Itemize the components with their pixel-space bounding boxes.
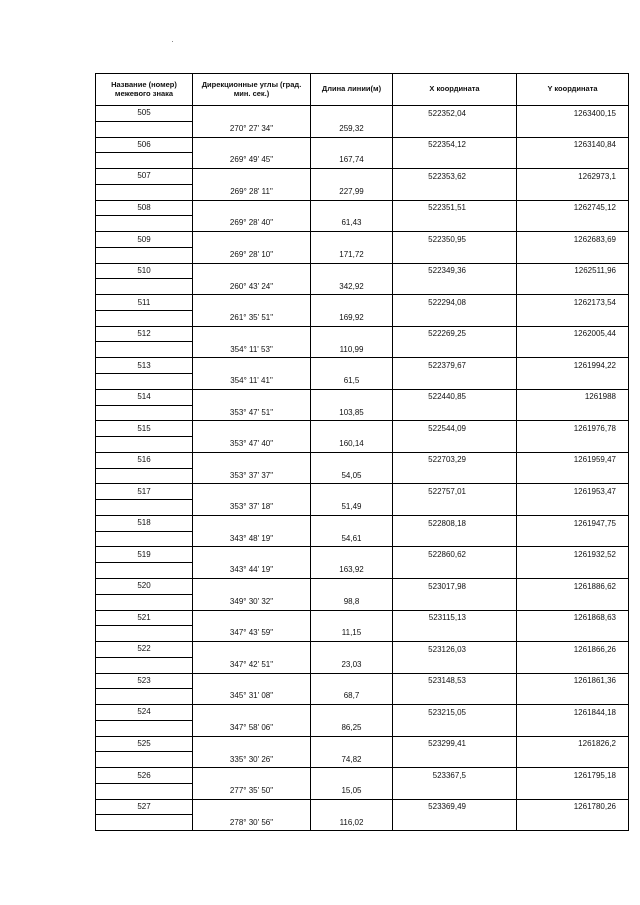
empty-cell [311, 452, 393, 468]
segment-angle: 347° 58' 06" [193, 720, 311, 736]
segment-angle: 345° 31' 08" [193, 689, 311, 705]
boundary-coordinates-table [95, 73, 629, 831]
point-y: 1261861,36 [517, 673, 629, 689]
empty-cell [393, 563, 517, 579]
empty-cell [96, 153, 193, 169]
point-name: 513 [96, 358, 193, 374]
segment-length: 259,32 [311, 121, 393, 137]
table-row [96, 358, 629, 374]
segment-angle: 260° 43' 24" [193, 279, 311, 295]
empty-cell [193, 200, 311, 216]
empty-cell [311, 705, 393, 721]
point-name: 512 [96, 326, 193, 342]
point-x: 522808,18 [393, 515, 517, 531]
point-y: 1261780,26 [517, 799, 629, 815]
empty-cell [393, 815, 517, 831]
empty-cell [96, 531, 193, 547]
point-y: 1261844,18 [517, 705, 629, 721]
point-name: 505 [96, 106, 193, 122]
empty-cell [96, 437, 193, 453]
point-name: 514 [96, 389, 193, 405]
point-y: 1261866,26 [517, 642, 629, 658]
segment-angle: 261° 35' 51" [193, 310, 311, 326]
empty-cell [517, 783, 629, 799]
empty-cell [193, 452, 311, 468]
segment-length: 116,02 [311, 815, 393, 831]
point-y: 1261795,18 [517, 768, 629, 784]
empty-cell [517, 153, 629, 169]
empty-cell [517, 720, 629, 736]
empty-cell [96, 752, 193, 768]
point-y: 1262005,44 [517, 326, 629, 342]
point-x: 523369,49 [393, 799, 517, 815]
point-x: 523299,41 [393, 736, 517, 752]
segment-angle: 353° 37' 18" [193, 500, 311, 516]
segment-angle: 347° 42' 51" [193, 657, 311, 673]
empty-cell [517, 468, 629, 484]
table-row [96, 121, 629, 137]
empty-cell [393, 783, 517, 799]
table-row [96, 736, 629, 752]
empty-cell [96, 184, 193, 200]
empty-cell [393, 216, 517, 232]
point-x: 522269,25 [393, 326, 517, 342]
segment-angle: 343° 48' 19" [193, 531, 311, 547]
header-angle: Дирекционные углы (град. мин. сек.) [193, 74, 311, 106]
point-name: 522 [96, 642, 193, 658]
table-row [96, 389, 629, 405]
empty-cell [517, 626, 629, 642]
point-x: 522440,85 [393, 389, 517, 405]
point-x: 522353,62 [393, 169, 517, 185]
empty-cell [393, 468, 517, 484]
point-name: 516 [96, 452, 193, 468]
empty-cell [311, 736, 393, 752]
table-row [96, 326, 629, 342]
empty-cell [517, 689, 629, 705]
point-x: 522544,09 [393, 421, 517, 437]
empty-cell [311, 799, 393, 815]
point-name: 508 [96, 200, 193, 216]
point-name: 511 [96, 295, 193, 311]
empty-cell [393, 279, 517, 295]
empty-cell [311, 263, 393, 279]
table-row [96, 263, 629, 279]
table-row [96, 815, 629, 831]
table-row [96, 500, 629, 516]
segment-length: 163,92 [311, 563, 393, 579]
segment-length: 74,82 [311, 752, 393, 768]
point-x: 522350,95 [393, 232, 517, 248]
table-row [96, 531, 629, 547]
empty-cell [393, 342, 517, 358]
table-row [96, 106, 629, 122]
empty-cell [393, 310, 517, 326]
empty-cell [393, 689, 517, 705]
empty-cell [311, 295, 393, 311]
segment-angle: 278° 30' 56" [193, 815, 311, 831]
point-x: 522352,04 [393, 106, 517, 122]
table-row [96, 563, 629, 579]
empty-cell [96, 247, 193, 263]
table-row [96, 468, 629, 484]
table-row [96, 279, 629, 295]
empty-cell [193, 263, 311, 279]
empty-cell [311, 642, 393, 658]
point-x: 523017,98 [393, 578, 517, 594]
header-name: Название (номер) межевого знака [96, 74, 193, 106]
empty-cell [311, 547, 393, 563]
table-row [96, 594, 629, 610]
empty-cell [193, 389, 311, 405]
empty-cell [96, 310, 193, 326]
point-y: 1262173,54 [517, 295, 629, 311]
segment-length: 51,49 [311, 500, 393, 516]
table-row [96, 547, 629, 563]
segment-angle: 269° 49' 45" [193, 153, 311, 169]
empty-cell [96, 216, 193, 232]
segment-length: 54,61 [311, 531, 393, 547]
table-row [96, 374, 629, 390]
point-y: 1261826,2 [517, 736, 629, 752]
empty-cell [193, 736, 311, 752]
empty-cell [393, 374, 517, 390]
empty-cell [193, 673, 311, 689]
empty-cell [96, 405, 193, 421]
segment-length: 15,05 [311, 783, 393, 799]
empty-cell [311, 389, 393, 405]
empty-cell [193, 232, 311, 248]
empty-cell [193, 515, 311, 531]
table-row [96, 689, 629, 705]
empty-cell [517, 752, 629, 768]
table-row [96, 421, 629, 437]
point-y: 1261932,52 [517, 547, 629, 563]
empty-cell [96, 594, 193, 610]
empty-cell [96, 279, 193, 295]
empty-cell [96, 374, 193, 390]
point-name: 509 [96, 232, 193, 248]
empty-cell [393, 657, 517, 673]
point-y: 1263400,15 [517, 106, 629, 122]
empty-cell [517, 184, 629, 200]
segment-angle: 349° 30' 32" [193, 594, 311, 610]
point-name: 518 [96, 515, 193, 531]
table-row [96, 216, 629, 232]
empty-cell [393, 184, 517, 200]
empty-cell [311, 578, 393, 594]
table-row [96, 752, 629, 768]
table-row [96, 153, 629, 169]
point-y: 1261959,47 [517, 452, 629, 468]
point-y: 1261994,22 [517, 358, 629, 374]
table-row [96, 515, 629, 531]
point-x: 522294,08 [393, 295, 517, 311]
segment-length: 98,8 [311, 594, 393, 610]
table-row [96, 578, 629, 594]
point-x: 523148,53 [393, 673, 517, 689]
empty-cell [517, 815, 629, 831]
segment-angle: 277° 35' 50" [193, 783, 311, 799]
segment-length: 342,92 [311, 279, 393, 295]
point-name: 520 [96, 578, 193, 594]
segment-length: 86,25 [311, 720, 393, 736]
segment-angle: 347° 43' 59" [193, 626, 311, 642]
empty-cell [517, 342, 629, 358]
point-y: 1261886,62 [517, 578, 629, 594]
empty-cell [311, 768, 393, 784]
point-y: 1261947,75 [517, 515, 629, 531]
segment-length: 227,99 [311, 184, 393, 200]
point-y: 1262683,69 [517, 232, 629, 248]
empty-cell [311, 326, 393, 342]
empty-cell [96, 815, 193, 831]
empty-cell [96, 121, 193, 137]
table-row [96, 705, 629, 721]
empty-cell [311, 515, 393, 531]
table-row [96, 405, 629, 421]
table-row [96, 783, 629, 799]
empty-cell [517, 657, 629, 673]
empty-cell [517, 594, 629, 610]
segment-angle: 353° 47' 40" [193, 437, 311, 453]
segment-angle: 353° 37' 37" [193, 468, 311, 484]
empty-cell [393, 531, 517, 547]
scan-speck [172, 41, 173, 42]
empty-cell [96, 563, 193, 579]
segment-length: 68,7 [311, 689, 393, 705]
point-x: 523215,05 [393, 705, 517, 721]
segment-length: 61,43 [311, 216, 393, 232]
empty-cell [393, 752, 517, 768]
point-x: 522351,51 [393, 200, 517, 216]
segment-angle: 354° 11' 41" [193, 374, 311, 390]
segment-angle: 270° 27' 34" [193, 121, 311, 137]
empty-cell [517, 121, 629, 137]
table-row [96, 310, 629, 326]
empty-cell [193, 799, 311, 815]
segment-length: 103,85 [311, 405, 393, 421]
segment-length: 167,74 [311, 153, 393, 169]
empty-cell [96, 468, 193, 484]
point-name: 515 [96, 421, 193, 437]
header-length: Длина линии(м) [311, 74, 393, 106]
empty-cell [96, 720, 193, 736]
point-x: 522379,67 [393, 358, 517, 374]
segment-angle: 353° 47' 51" [193, 405, 311, 421]
empty-cell [393, 500, 517, 516]
segment-length: 11,15 [311, 626, 393, 642]
table-body [96, 106, 629, 831]
table-row [96, 342, 629, 358]
empty-cell [311, 484, 393, 500]
point-y: 1263140,84 [517, 137, 629, 153]
table-row [96, 169, 629, 185]
empty-cell [311, 232, 393, 248]
empty-cell [517, 310, 629, 326]
table-row [96, 437, 629, 453]
empty-cell [193, 642, 311, 658]
empty-cell [96, 783, 193, 799]
point-y: 1261988 [517, 389, 629, 405]
empty-cell [311, 610, 393, 626]
segment-angle: 354° 11' 53" [193, 342, 311, 358]
empty-cell [517, 247, 629, 263]
point-name: 524 [96, 705, 193, 721]
segment-angle: 269° 28' 11" [193, 184, 311, 200]
segment-angle: 269° 28' 40" [193, 216, 311, 232]
segment-length: 23,03 [311, 657, 393, 673]
point-name: 517 [96, 484, 193, 500]
empty-cell [393, 594, 517, 610]
empty-cell [393, 153, 517, 169]
empty-cell [393, 405, 517, 421]
table-row [96, 232, 629, 248]
empty-cell [393, 720, 517, 736]
empty-cell [96, 500, 193, 516]
empty-cell [517, 531, 629, 547]
point-x: 522354,12 [393, 137, 517, 153]
empty-cell [193, 326, 311, 342]
empty-cell [311, 106, 393, 122]
empty-cell [193, 358, 311, 374]
segment-length: 54,05 [311, 468, 393, 484]
empty-cell [96, 689, 193, 705]
table-row [96, 768, 629, 784]
table-row [96, 184, 629, 200]
point-y: 1262511,96 [517, 263, 629, 279]
point-x: 523367,5 [393, 768, 517, 784]
empty-cell [193, 137, 311, 153]
header-row [96, 74, 629, 106]
segment-length: 110,99 [311, 342, 393, 358]
point-y: 1262745,12 [517, 200, 629, 216]
point-name: 521 [96, 610, 193, 626]
empty-cell [96, 626, 193, 642]
empty-cell [517, 279, 629, 295]
point-x: 522860,62 [393, 547, 517, 563]
empty-cell [193, 578, 311, 594]
segment-length: 160,14 [311, 437, 393, 453]
segment-angle: 269° 28' 10" [193, 247, 311, 263]
table-row [96, 799, 629, 815]
empty-cell [96, 342, 193, 358]
empty-cell [193, 295, 311, 311]
empty-cell [393, 437, 517, 453]
point-y: 1261868,63 [517, 610, 629, 626]
segment-angle: 335° 30' 26" [193, 752, 311, 768]
point-y: 1261976,78 [517, 421, 629, 437]
empty-cell [96, 657, 193, 673]
empty-cell [311, 358, 393, 374]
point-name: 507 [96, 169, 193, 185]
table-row [96, 673, 629, 689]
empty-cell [193, 768, 311, 784]
point-x: 522757,01 [393, 484, 517, 500]
empty-cell [311, 137, 393, 153]
empty-cell [311, 421, 393, 437]
empty-cell [517, 437, 629, 453]
empty-cell [193, 169, 311, 185]
table-row [96, 484, 629, 500]
point-x: 522703,29 [393, 452, 517, 468]
table-row [96, 200, 629, 216]
table-row [96, 610, 629, 626]
empty-cell [311, 169, 393, 185]
empty-cell [393, 121, 517, 137]
segment-length: 171,72 [311, 247, 393, 263]
empty-cell [311, 200, 393, 216]
point-y: 1261953,47 [517, 484, 629, 500]
point-name: 527 [96, 799, 193, 815]
empty-cell [311, 673, 393, 689]
header-x: X координата [393, 74, 517, 106]
point-x: 523126,03 [393, 642, 517, 658]
empty-cell [193, 421, 311, 437]
segment-length: 61,5 [311, 374, 393, 390]
empty-cell [193, 705, 311, 721]
table-row [96, 137, 629, 153]
point-x: 522349,36 [393, 263, 517, 279]
point-name: 526 [96, 768, 193, 784]
table-row [96, 295, 629, 311]
point-y: 1262973,1 [517, 169, 629, 185]
point-name: 510 [96, 263, 193, 279]
point-x: 523115,13 [393, 610, 517, 626]
point-name: 523 [96, 673, 193, 689]
empty-cell [193, 106, 311, 122]
empty-cell [393, 626, 517, 642]
table-row [96, 720, 629, 736]
empty-cell [517, 500, 629, 516]
empty-cell [193, 484, 311, 500]
point-name: 525 [96, 736, 193, 752]
table-row [96, 657, 629, 673]
segment-length: 169,92 [311, 310, 393, 326]
point-name: 519 [96, 547, 193, 563]
empty-cell [193, 610, 311, 626]
header-y: Y координата [517, 74, 629, 106]
empty-cell [517, 563, 629, 579]
table-row [96, 452, 629, 468]
table-row [96, 247, 629, 263]
empty-cell [517, 405, 629, 421]
empty-cell [517, 216, 629, 232]
empty-cell [193, 547, 311, 563]
empty-cell [517, 374, 629, 390]
point-name: 506 [96, 137, 193, 153]
segment-angle: 343° 44' 19" [193, 563, 311, 579]
empty-cell [393, 247, 517, 263]
table-row [96, 642, 629, 658]
table-row [96, 626, 629, 642]
